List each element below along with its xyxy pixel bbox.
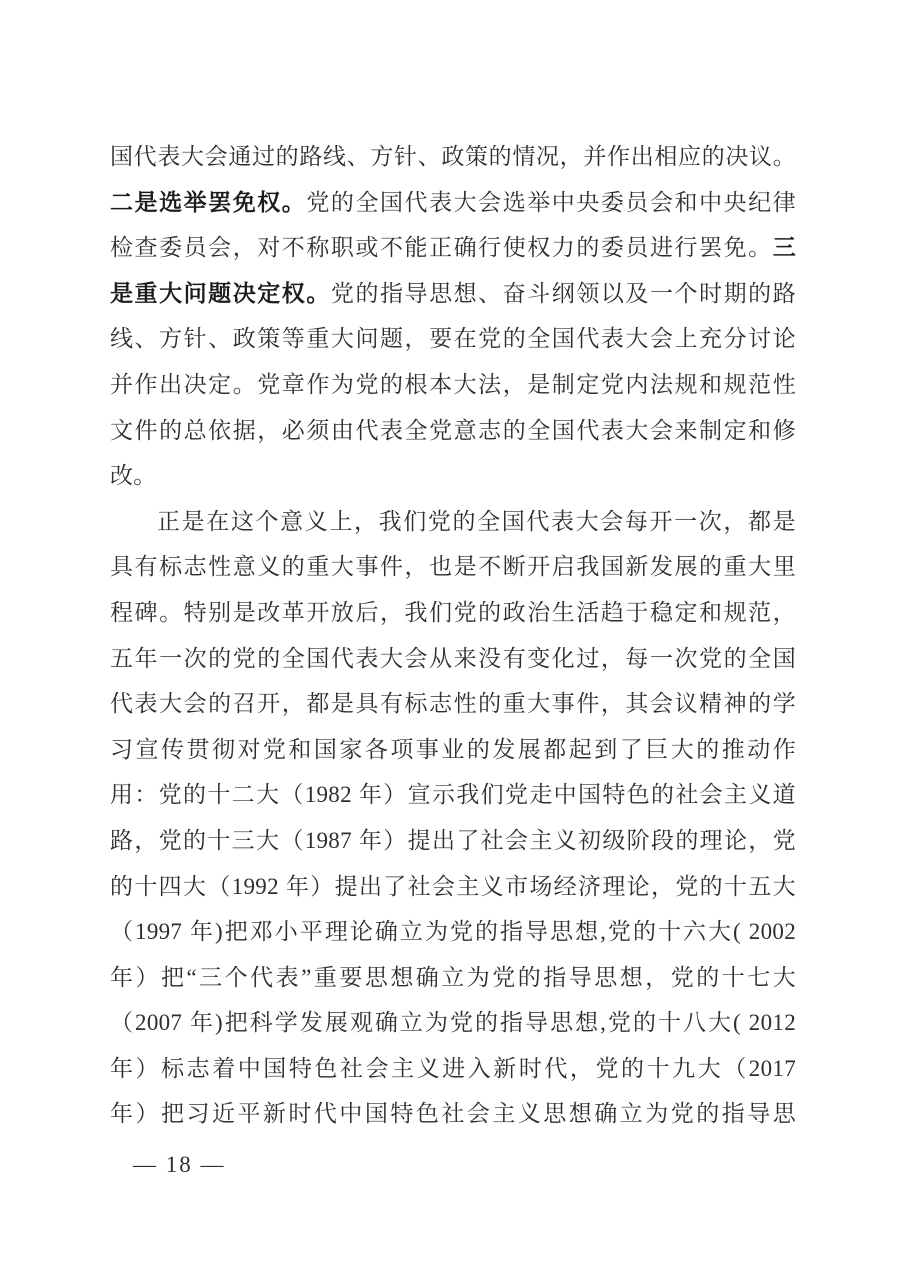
text-line xyxy=(110,955,796,1001)
text-run: 年）标志着中国特色社会主义进入新时代，党的十九大（2017 xyxy=(110,1055,796,1081)
text-line xyxy=(110,134,796,180)
text-run: 程碑。特别是改革开放后，我们党的政治生活趋于稳定和规范， xyxy=(110,599,796,625)
text-line xyxy=(110,362,796,408)
text-run: 文件的总依据，必须由代表全党意志的全国代表大会来制定和修 xyxy=(110,417,796,443)
text-run: 检查委员会，对不称职或不能正确行使权力的委员进行罢免。 xyxy=(110,235,773,261)
text-line xyxy=(110,818,796,864)
text-run: 国代表大会通过的路线、方针、政策的情况，并作出相应的决议。 xyxy=(110,144,796,169)
text-run: 正是在这个意义上，我们党的全国代表大会每开一次，都是 xyxy=(157,508,796,534)
text-line xyxy=(110,453,796,499)
text-line xyxy=(110,636,796,682)
text-line xyxy=(110,408,796,454)
text-run: 习宣传贯彻对党和国家各项事业的发展都起到了巨大的推动作 xyxy=(110,736,796,762)
text-line xyxy=(110,316,796,362)
text-run: 具有标志性意义的重大事件，也是不断开启我国新发展的重大里 xyxy=(110,554,796,580)
text-block xyxy=(110,134,796,1137)
text-line xyxy=(110,727,796,773)
text-line xyxy=(110,772,796,818)
text-line xyxy=(110,271,796,317)
text-run: 年）把“三个代表”重要思想确立为党的指导思想，党的十七大 xyxy=(110,964,796,990)
text-run: 五年一次的党的全国代表大会从来没有变化过，每一次党的全国 xyxy=(110,645,796,671)
bold-text-run: 三 xyxy=(772,235,796,261)
text-run: 线、方针、政策等重大问题，要在党的全国代表大会上充分讨论 xyxy=(110,326,796,352)
text-line xyxy=(110,544,796,590)
text-run: （2007 年)把科学发展观确立为党的指导思想,党的十八大( 2012 xyxy=(110,1010,796,1036)
text-run: 改。 xyxy=(110,463,157,489)
text-run: 党的全国代表大会选举中央委员会和中央纪律 xyxy=(306,189,796,215)
bold-text-run: 二是选举罢免权。 xyxy=(110,189,307,215)
text-line xyxy=(110,225,796,271)
text-run: 路，党的十三大（1987 年）提出了社会主义初级阶段的理论，党 xyxy=(110,827,796,853)
text-run: 年）把习近平新时代中国特色社会主义思想确立为党的指导思 xyxy=(110,1101,796,1127)
text-run: （1997 年)把邓小平理论确立为党的指导思想,党的十六大( 2002 xyxy=(110,919,796,945)
text-run: 用：党的十二大（1982 年）宣示我们党走中国特色的社会主义道 xyxy=(110,782,796,808)
text-run: 并作出决定。党章作为党的根本大法，是制定党内法规和规范性 xyxy=(110,371,796,397)
bold-text-run: 是重大问题决定权。 xyxy=(110,280,331,306)
text-run: 党的指导思想、奋斗纲领以及一个时期的路 xyxy=(330,280,797,306)
text-line xyxy=(110,681,796,727)
text-run: 代表大会的召开，都是具有标志性的重大事件，其会议精神的学 xyxy=(110,691,796,717)
page-number: — 18 — xyxy=(133,1152,226,1177)
text-line xyxy=(110,909,796,955)
text-run: 的十四大（1992 年）提出了社会主义市场经济理论，党的十五大 xyxy=(110,873,796,899)
text-line xyxy=(110,1091,796,1137)
text-line xyxy=(110,499,796,545)
text-line xyxy=(110,1046,796,1092)
text-line xyxy=(110,180,796,226)
text-line xyxy=(110,590,796,636)
text-line xyxy=(110,1000,796,1046)
text-line xyxy=(110,864,796,910)
